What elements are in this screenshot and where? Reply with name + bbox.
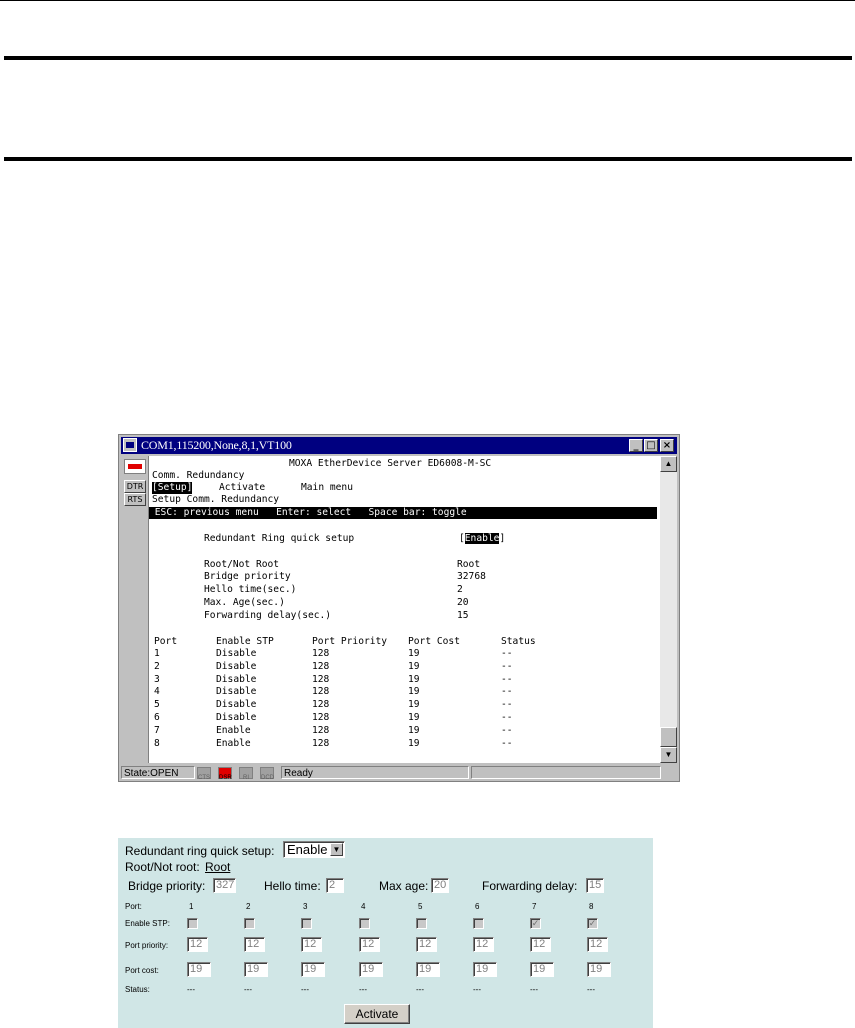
root-web-label: Root/Not root: [125, 860, 200, 874]
port-cost-value[interactable]: 19 [408, 699, 420, 710]
enable-stp-checkbox[interactable] [416, 918, 427, 929]
setting-label: Max. Age(sec.) [204, 597, 285, 608]
activate-button[interactable]: Activate [344, 1004, 410, 1024]
port-status-label: --- [530, 985, 538, 994]
port-cost-input[interactable]: 19 [530, 962, 554, 977]
menu-path: Comm. Redundancy [152, 470, 245, 481]
port-number: 7 [154, 725, 160, 736]
enable-stp-checkbox[interactable] [359, 918, 370, 929]
setting-label: Root/Not Root [204, 559, 280, 570]
port-number-label: 1 [189, 902, 194, 911]
port-status-value[interactable]: -- [501, 738, 513, 749]
enable-stp-checkbox[interactable] [530, 918, 541, 929]
port-priority-input[interactable]: 12 [416, 937, 437, 952]
minimize-button[interactable]: _ [629, 439, 643, 452]
port-cost-input[interactable]: 19 [187, 962, 211, 977]
port-priority-input[interactable]: 12 [473, 937, 494, 952]
help-bar: ESC: previous menu Enter: select Space bar: toggle [149, 507, 657, 519]
table-header-port-priority: Port Priority [312, 636, 388, 647]
status-extra [471, 766, 661, 779]
terminal-status-bar [121, 765, 677, 781]
port-status-value[interactable]: -- [501, 648, 513, 659]
port-priority-value[interactable]: 128 [312, 686, 330, 697]
port-row-label: Port: [125, 902, 142, 911]
scroll-up-icon[interactable]: ▲ [660, 456, 677, 472]
port-number: 2 [154, 661, 160, 672]
port-priority-row-label: Port priority: [125, 941, 169, 950]
hello-time-input[interactable]: 2 [326, 878, 344, 893]
menu-activate[interactable]: Activate [219, 482, 266, 493]
port-cost-input[interactable]: 19 [587, 962, 611, 977]
port-cost-input[interactable]: 19 [473, 962, 497, 977]
terminal-signal-panel [121, 456, 149, 763]
enable-stp-checkbox[interactable] [587, 918, 598, 929]
port-priority-value[interactable]: 128 [312, 661, 330, 672]
hello-time-label: Hello time: [264, 879, 321, 893]
table-header-port: Port [154, 636, 178, 647]
table-header-port-cost: Port Cost [408, 636, 460, 647]
table-header-status: Status [501, 636, 536, 647]
enable-stp-value[interactable]: Disable [216, 661, 257, 672]
max-age-label: Max age: [379, 879, 429, 893]
terminal-subtitle: Setup Comm. Redundancy [152, 494, 280, 505]
port-priority-input[interactable]: 12 [187, 937, 208, 952]
connection-state: State:OPEN [121, 766, 195, 779]
terminal-title: COM1,115200,None,8,1,VT100 [141, 438, 292, 452]
setting-label: Hello time(sec.) [204, 584, 297, 595]
port-priority-value[interactable]: 128 [312, 699, 330, 710]
port-priority-value[interactable]: 128 [312, 738, 330, 749]
port-number: 8 [154, 738, 160, 749]
close-button[interactable]: × [660, 439, 674, 452]
menu-setup[interactable]: [Setup] [152, 482, 193, 493]
enable-stp-checkbox[interactable] [187, 918, 198, 929]
quick-setup-value[interactable]: Enable [464, 533, 500, 544]
max-age-input[interactable]: 20 [431, 878, 449, 893]
enable-stp-value[interactable]: Disable [216, 699, 257, 710]
rts-toggle[interactable]: RTS [124, 493, 146, 506]
terminal-screen[interactable] [149, 456, 660, 763]
port-priority-value[interactable]: 128 [312, 674, 330, 685]
forwarding-delay-label: Forwarding delay: [482, 879, 578, 893]
menu-main[interactable]: Main menu [301, 482, 353, 493]
ri-lamp: RI [239, 767, 253, 779]
setting-value[interactable]: 32768 [457, 571, 486, 582]
section-rule-bottom [4, 157, 852, 161]
page-top-rule [0, 0, 855, 1]
port-status-label: --- [587, 985, 595, 994]
port-number: 4 [154, 686, 160, 697]
table-header-enable-stp: Enable STP [216, 636, 274, 647]
port-cost-value[interactable]: 19 [408, 725, 420, 736]
port-status-value[interactable]: -- [501, 725, 513, 736]
check-mark-icon: ✓ [588, 918, 597, 928]
dsr-lamp: DSR [218, 767, 232, 779]
bridge-priority-label: Bridge priority: [128, 879, 206, 893]
port-cost-value[interactable]: 19 [408, 661, 420, 672]
port-priority-input[interactable]: 12 [244, 937, 265, 952]
port-number: 3 [154, 674, 160, 685]
terminal-scrollbar[interactable] [660, 456, 677, 763]
enable-stp-value[interactable]: Enable [216, 738, 251, 749]
port-cost-value[interactable]: 19 [408, 712, 420, 723]
port-status-label: --- [359, 985, 367, 994]
port-status-label: --- [187, 985, 195, 994]
check-mark-icon: ✓ [531, 918, 540, 928]
port-number: 1 [154, 648, 160, 659]
quick-setup-web-label: Redundant ring quick setup: [125, 844, 275, 858]
bridge-priority-input[interactable]: 327 [213, 878, 236, 893]
port-priority-input[interactable]: 12 [359, 937, 380, 952]
maximize-button[interactable]: □ [644, 439, 658, 452]
setting-label: Bridge priority [204, 571, 291, 582]
port-number-label: 3 [303, 902, 308, 911]
setting-value[interactable]: 15 [457, 610, 469, 621]
port-number: 5 [154, 699, 160, 710]
port-number-label: 7 [532, 902, 537, 911]
dropdown-arrow-icon[interactable]: ▼ [330, 843, 343, 856]
connection-led-icon [124, 459, 146, 474]
port-number-label: 2 [246, 902, 251, 911]
port-status-value[interactable]: -- [501, 712, 513, 723]
dtr-toggle[interactable]: DTR [124, 480, 146, 493]
scroll-down-icon[interactable]: ▼ [660, 747, 677, 763]
port-cost-row-label: Port cost: [125, 966, 159, 975]
quick-setup-select-value: Enable [287, 842, 328, 857]
root-link[interactable]: Root [205, 860, 231, 874]
port-status-label: --- [301, 985, 309, 994]
setting-label: Forwarding delay(sec.) [204, 610, 332, 621]
port-priority-input[interactable]: 12 [530, 937, 551, 952]
port-status-value[interactable]: -- [501, 661, 513, 672]
enable-stp-checkbox[interactable] [473, 918, 484, 929]
quick-setup-field[interactable]: [Enable] [459, 533, 506, 544]
quick-setup-label: Redundant Ring quick setup [204, 533, 355, 544]
port-number-label: 8 [589, 902, 594, 911]
port-priority-value[interactable]: 128 [312, 725, 330, 736]
port-number: 6 [154, 712, 160, 723]
enable-stp-value[interactable]: Disable [216, 648, 257, 659]
port-cost-value[interactable]: 19 [408, 686, 420, 697]
port-cost-input[interactable]: 19 [416, 962, 440, 977]
enable-stp-value[interactable]: Disable [216, 686, 257, 697]
enable-stp-checkbox[interactable] [244, 918, 255, 929]
enable-stp-value[interactable]: Enable [216, 725, 251, 736]
enable-stp-row-label: Enable STP: [125, 919, 170, 928]
port-cost-input[interactable]: 19 [244, 962, 268, 977]
port-priority-input[interactable]: 12 [587, 937, 608, 952]
port-priority-input[interactable]: 12 [301, 937, 322, 952]
terminal-header: MOXA EtherDevice Server ED6008-M-SC [289, 458, 492, 469]
status-row-label: Status: [125, 985, 150, 994]
port-status-label: --- [416, 985, 424, 994]
port-status-value[interactable]: -- [501, 674, 513, 685]
port-number-label: 4 [361, 902, 366, 911]
port-status-label: --- [473, 985, 481, 994]
port-cost-value[interactable]: 19 [408, 738, 420, 749]
port-cost-value[interactable]: 19 [408, 648, 420, 659]
forwarding-delay-input[interactable]: 15 [586, 878, 604, 893]
dcd-lamp: DCD [260, 767, 274, 779]
port-priority-value[interactable]: 128 [312, 712, 330, 723]
status-message: Ready [281, 766, 469, 779]
port-cost-input[interactable]: 19 [359, 962, 383, 977]
port-status-label: --- [244, 985, 252, 994]
terminal-window [118, 434, 680, 782]
quick-setup-select[interactable] [283, 841, 345, 858]
port-status-value[interactable]: -- [501, 699, 513, 710]
setting-value[interactable]: 20 [457, 597, 469, 608]
section-rule-top [4, 56, 852, 60]
setting-value[interactable]: Root [457, 559, 481, 570]
terminal-titlebar[interactable] [121, 437, 677, 454]
terminal-app-icon[interactable] [123, 438, 137, 452]
cts-lamp: CTS [197, 767, 211, 779]
port-cost-input[interactable]: 19 [301, 962, 325, 977]
port-number-label: 5 [418, 902, 423, 911]
port-priority-value[interactable]: 128 [312, 648, 330, 659]
setting-value[interactable]: 2 [457, 584, 463, 595]
port-cost-value[interactable]: 19 [408, 674, 420, 685]
enable-stp-value[interactable]: Disable [216, 674, 257, 685]
port-status-value[interactable]: -- [501, 686, 513, 697]
port-number-label: 6 [475, 902, 480, 911]
enable-stp-value[interactable]: Disable [216, 712, 257, 723]
scroll-thumb[interactable] [660, 727, 677, 747]
redundancy-web-form [118, 838, 653, 1028]
enable-stp-checkbox[interactable] [301, 918, 312, 929]
